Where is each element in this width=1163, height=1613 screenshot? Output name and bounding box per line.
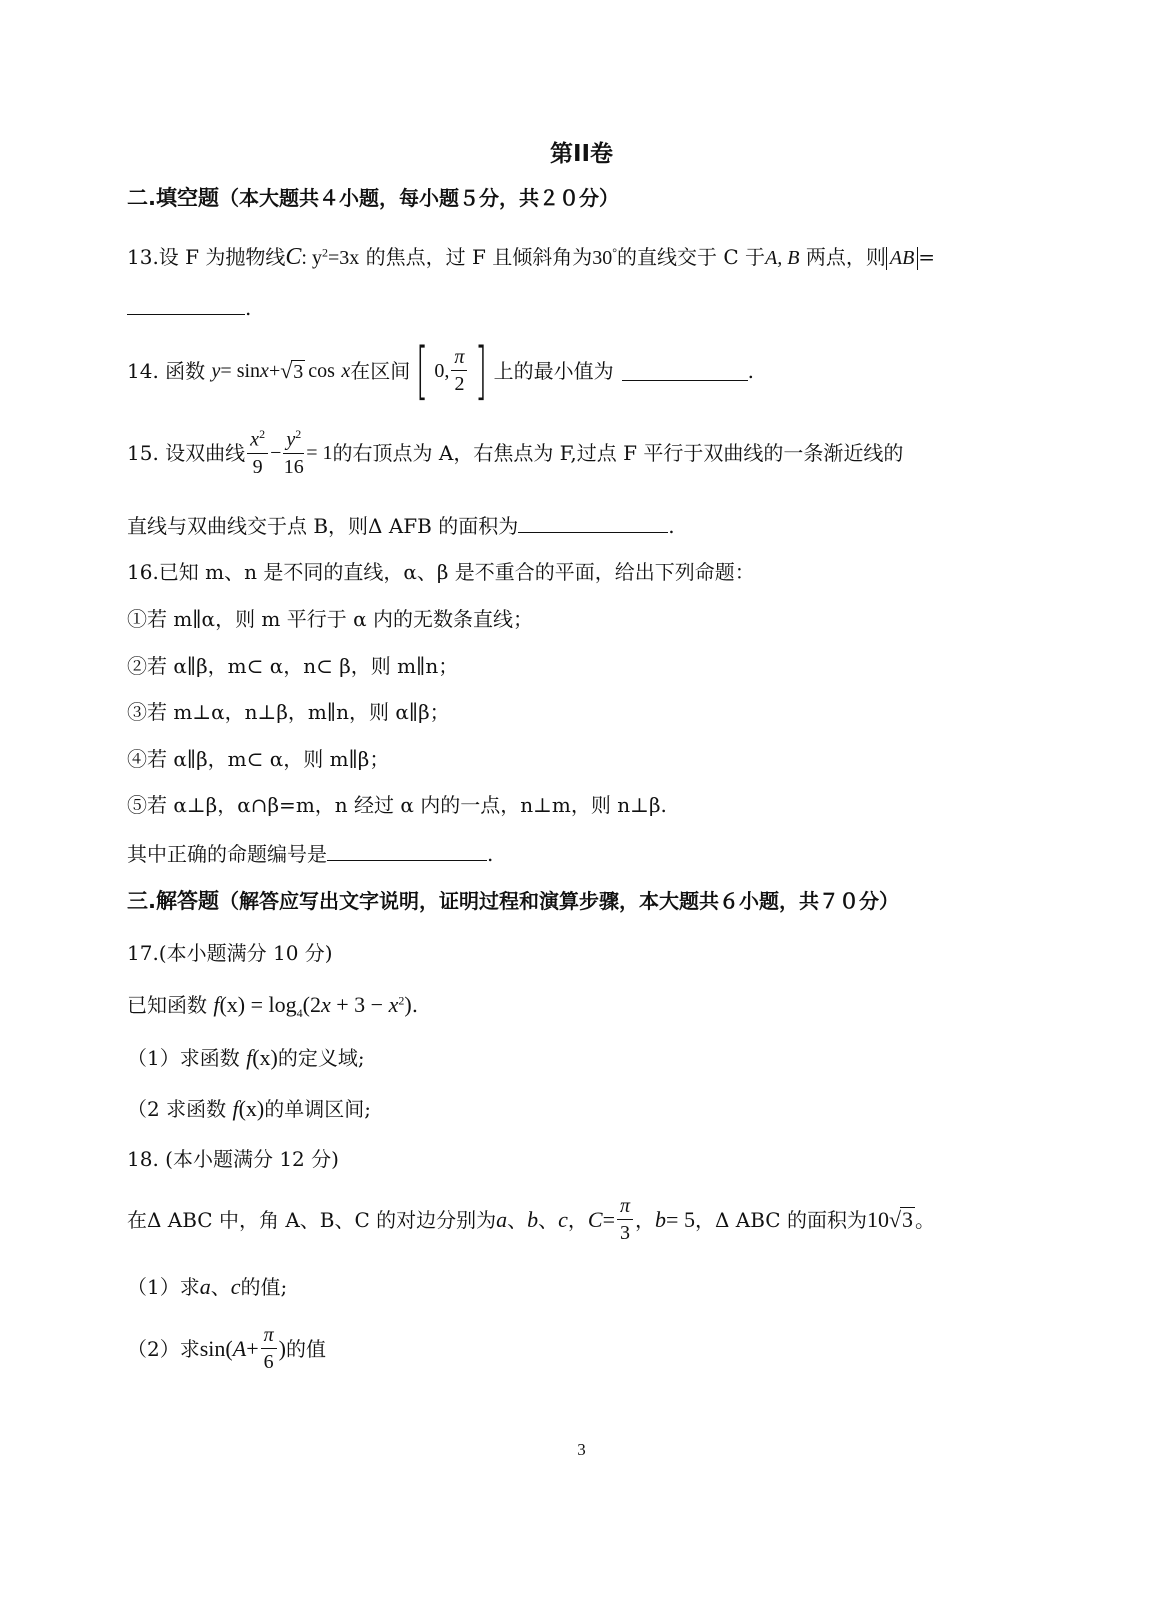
q13-degree: ° [612, 245, 618, 260]
q13-text-3: 的直线交于 C 于 [617, 245, 766, 269]
q18-p2-plus: + [246, 1336, 259, 1361]
q17-part-2 [127, 1098, 371, 1120]
q18-area-coef: 10 [866, 1207, 889, 1232]
solve-heading-label: 三.解答题 [127, 889, 219, 913]
q18-b: b [527, 1207, 539, 1232]
q17-p2-x: (x) [238, 1096, 265, 1121]
q15-y-exp: 2 [295, 427, 302, 441]
q16-period: . [487, 842, 494, 866]
q13-abs-ab: AB [886, 247, 918, 270]
q13-period: . [245, 296, 252, 320]
q18-b2: b [655, 1207, 667, 1232]
q18-fraction [617, 1196, 633, 1244]
q18-p2-A: A [232, 1336, 247, 1361]
q17-function [127, 994, 418, 1019]
q18-comma-2: ， [635, 1208, 656, 1232]
q14-sin: = sin [220, 360, 261, 382]
q18-part-2 [127, 1325, 326, 1373]
q13-text-4: 两点，则 [799, 245, 886, 269]
q14-text-3: 上的最小值为 [493, 359, 614, 383]
q13-formula-exp: 2 [321, 245, 328, 260]
q17-arg-x: x [321, 992, 331, 1017]
q16-item-5: ⑤若 α⊥β，α∩β=m，n 经过 α 内的一点，n⊥m，则 n⊥β. [127, 793, 667, 817]
q18-text-1: 在Δ ABC 中，角 A、B、C 的对边分别为 [127, 1208, 497, 1232]
q16-item-1: ①若 m∥α，则 m 平行于 α 内的无数条直线； [127, 607, 533, 631]
q18-text-2: ，Δ ABC 的面积为 [694, 1208, 867, 1232]
q17-arg-2: + 3 − [330, 992, 389, 1017]
q17-log-base: 4 [296, 1006, 303, 1020]
q17-p1-x: (x) [252, 1045, 278, 1070]
q17-p1-text: （1）求函数 [127, 1046, 240, 1070]
question-13 [127, 245, 935, 270]
q16-item-3: ③若 m⊥α，n⊥β，m∥n，则 α∥β； [127, 700, 450, 724]
q15-equals-one: = 1 [306, 441, 333, 464]
q17-text-1: 已知函数 [127, 993, 207, 1017]
q15-x-exp: 2 [259, 427, 266, 441]
q18-p1-rest: 的值; [240, 1275, 288, 1299]
solve-section-heading [127, 891, 899, 912]
solve-heading-note: （解答应写出文字说明，证明过程和演算步骤，本大题共６小题，共７０分） [218, 889, 899, 913]
page-number: 3 [577, 1440, 586, 1459]
left-bracket-icon: [ [416, 334, 429, 407]
q13-answer-blank[interactable] [127, 296, 245, 315]
q14-x2: x [341, 360, 351, 382]
q15-answer-blank[interactable] [518, 514, 668, 533]
q18-angle-c: C [587, 1207, 603, 1232]
fill-section-heading [127, 188, 619, 209]
q18-c: c [558, 1207, 568, 1232]
q14-answer-blank[interactable] [622, 362, 748, 381]
fill-heading-note: （本大题共４小题，每小题５分，共２０分） [218, 186, 619, 210]
q16-answer-blank[interactable] [327, 842, 487, 861]
q15-line-2 [127, 514, 675, 536]
q13-formula-rhs: =3x [327, 247, 360, 269]
q14-pi: π [451, 347, 467, 371]
q14-sqrt-value: 3 [293, 360, 304, 383]
q15-period: . [668, 514, 675, 538]
q13-answer-line [127, 296, 251, 318]
q18-three: 3 [620, 1222, 631, 1244]
q18-p2-text: （2）求 [127, 1337, 200, 1361]
q17-header: 17.(本小题满分 10 分) [127, 941, 333, 965]
q18-statement [127, 1196, 935, 1244]
q14-interval-left: 0, [434, 360, 450, 382]
q14-text-2: 在区间 [350, 359, 411, 383]
q16-answer-prompt: 其中正确的命题编号是 [127, 842, 327, 866]
q17-p1-f: f [246, 1045, 253, 1070]
q15-y: y [286, 428, 296, 451]
q14-period: . [747, 359, 755, 383]
q17-f: f [213, 992, 220, 1017]
q16-item-2: ②若 α∥β，m⊂ α，n⊂ β，则 m∥n； [127, 654, 459, 678]
q16-intro: 16.已知 m、n 是不同的直线，α、β 是不重合的平面，给出下列命题： [127, 560, 755, 584]
q17-log: = log [245, 992, 297, 1017]
q18-p2-pi: π [261, 1325, 277, 1349]
q14-fraction [451, 347, 467, 395]
q14-plus: + [268, 360, 281, 382]
q16-answer-line [127, 842, 493, 864]
q18-p1-text: （1）求 [127, 1275, 200, 1299]
q17-arg-1: (2 [302, 992, 321, 1017]
q18-end: 。 [915, 1208, 936, 1232]
q15-nine: 9 [252, 455, 263, 478]
q18-p1-c: c [230, 1274, 241, 1299]
q18-p1-a: a [199, 1274, 211, 1299]
q14-text-1: 14. 函数 [127, 359, 206, 383]
q18-p2-fraction [261, 1325, 277, 1373]
q17-fx: (x) [219, 992, 246, 1017]
q18-p2-close: ) [278, 1336, 286, 1361]
q17-p2-text: （2 求函数 [127, 1097, 227, 1121]
q15-text-3: 直线与双曲线交于点 B，则Δ AFB 的面积为 [127, 514, 519, 538]
sqrt-icon: √ [280, 358, 293, 383]
sqrt-icon: √ [888, 1207, 902, 1232]
q16-item-4: ④若 α∥β，m⊂ α，则 m∥β； [127, 747, 390, 771]
question-14 [127, 334, 755, 407]
q18-pi: π [617, 1196, 633, 1220]
section-title: 第II卷 [549, 141, 614, 167]
q13-equals: = [918, 245, 936, 269]
q17-part-1 [127, 1047, 365, 1069]
q18-sep-2: 、 [538, 1208, 559, 1232]
q14-y: y [211, 360, 221, 382]
q13-points: A, B [765, 247, 800, 269]
q15-fraction-y [283, 428, 304, 478]
q18-area-sqrt: 3 [902, 1207, 914, 1233]
q18-p2-sin: sin( [199, 1336, 233, 1361]
q15-text-1: 15. 设双曲线 [127, 440, 246, 465]
q13-curve-name: C [285, 244, 302, 270]
q18-part-1 [127, 1276, 287, 1298]
q17-p2-rest: 的单调区间; [264, 1097, 371, 1121]
q17-arg-x2: x [388, 992, 399, 1017]
q13-text-2: 的焦点，过 F 且倾斜角为 [359, 245, 593, 269]
q18-p1-sep: 、 [210, 1275, 231, 1299]
fill-heading-label: 二.填空题 [127, 186, 219, 210]
q17-period: . [411, 993, 419, 1017]
q13-angle: 30 [592, 247, 613, 269]
q18-p2-six: 6 [263, 1351, 274, 1373]
q17-arg-exp: 2 [398, 993, 405, 1008]
q18-equals: = [602, 1207, 616, 1232]
question-15 [127, 428, 903, 478]
q15-sixteen: 16 [283, 455, 304, 478]
q18-comma-1: ， [567, 1208, 588, 1232]
q18-a: a [496, 1207, 508, 1232]
q15-x: x [250, 428, 260, 451]
q14-x: x [260, 360, 269, 382]
q18-sep-1: 、 [507, 1208, 528, 1232]
q14-cos: cos [308, 360, 335, 382]
q18-p2-rest: 的值 [285, 1337, 326, 1361]
q18-header: 18. (本小题满分 12 分) [127, 1147, 339, 1171]
q18-b-value: = 5 [666, 1207, 695, 1232]
q13-formula-y: : y [301, 247, 322, 269]
q15-minus: − [270, 441, 282, 464]
q17-p2-f: f [232, 1096, 239, 1121]
q17-p1-rest: 的定义域; [277, 1046, 365, 1070]
q17-arg-close: ) [404, 992, 412, 1017]
q15-fraction-x [247, 428, 268, 478]
q15-text-2: 的右顶点为 A，右焦点为 F,过点 F 平行于双曲线的一条渐近线的 [332, 440, 904, 465]
q13-text-1: 13.设 F 为抛物线 [127, 245, 286, 269]
q14-two: 2 [454, 373, 465, 395]
right-bracket-icon: ] [475, 334, 488, 407]
